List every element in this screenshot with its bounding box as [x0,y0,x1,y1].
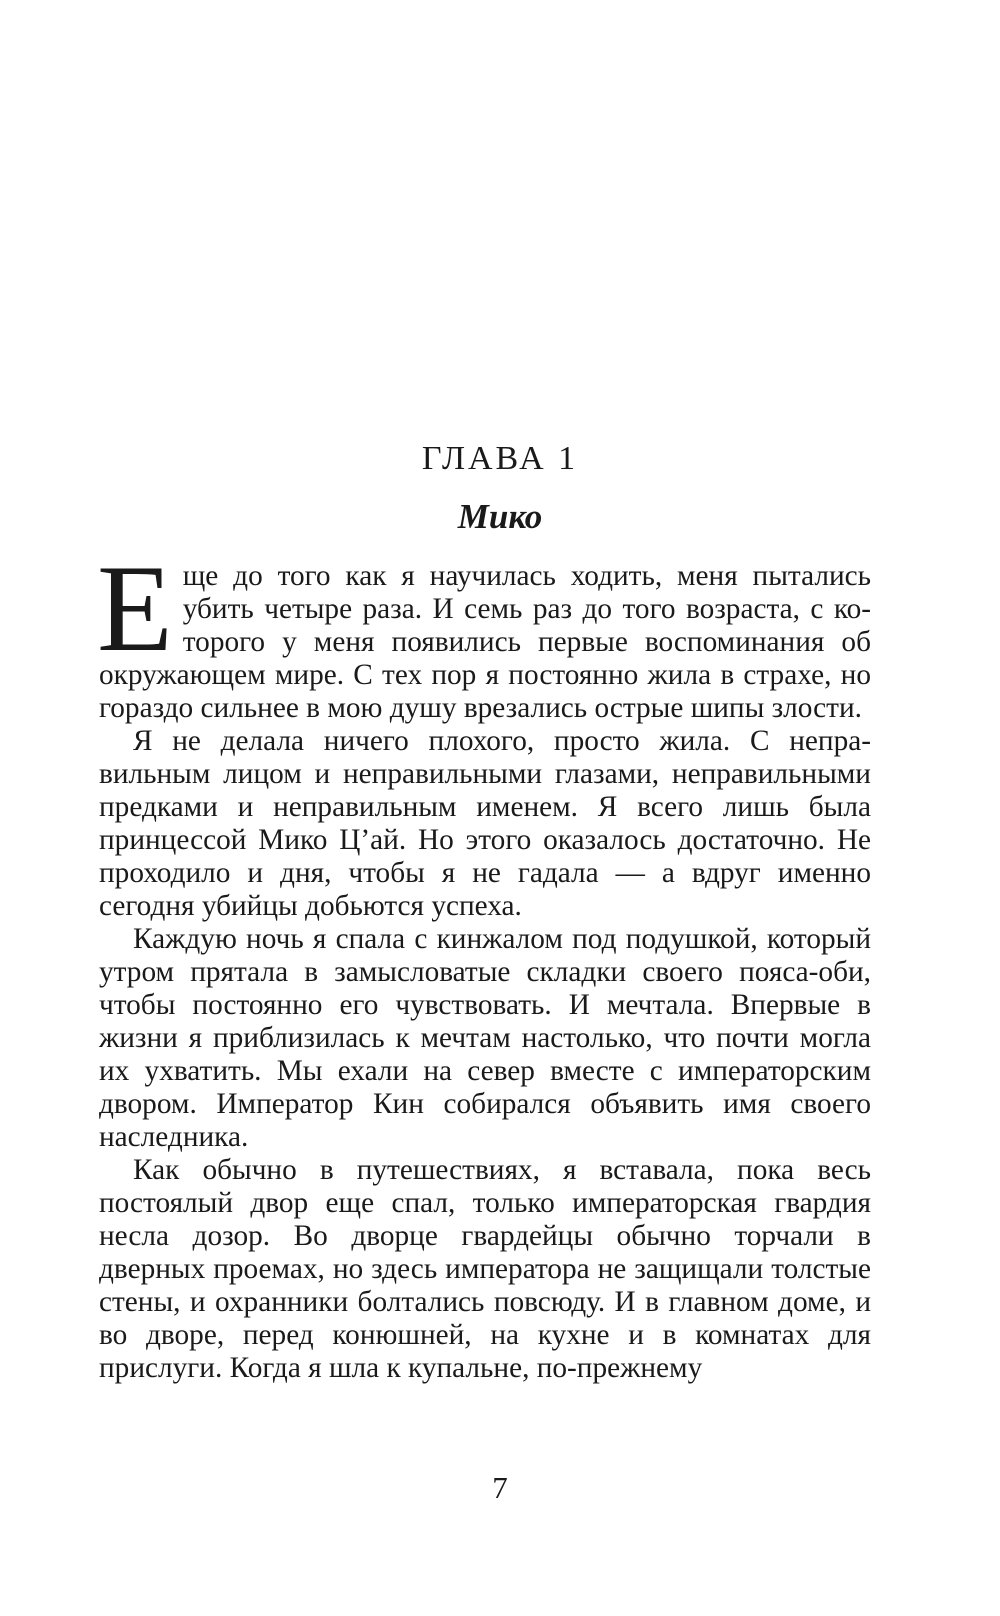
paragraph [97,540,871,725]
paragraph: Как обычно в путешествиях, я вставала, пока весь постоялый двор еще спал, только императорская гвардия несла дозор. Во дворце гвардейцы обычно торчали в дверных проемах, но здесь императора не защищали толстые стены, и охранники болтались повсюду. И в главном доме, и во дворе, перед конюшней, на кухне и в комнатах для прислуги. Когда я шла к купальне, по-прежнему [99,1154,871,1384]
chapter-body [97,540,871,1385]
chapter-subtitle: Мико [457,497,543,536]
chapter-heading: ГЛАВА 1 [421,440,579,477]
drop-cap: Е [97,540,173,677]
paragraph: Каждую ночь я спала с кинжалом под подушкой, который утром прятала в замысловатые складки своего пояса-оби, чтобы постоянно его чувствовать. И мечтала. Впервые в жизни я приблизилась к мечтам настолько, что почти могла их ухватить. Мы ехали на север вместе с императорским двором. Император Кин собирался объявить имя своего наследника. [99,923,871,1153]
paragraph: Я не делала ничего плохого, просто жила. С неправильным лицом и неправильными глазами, неправильными предками и неправильным именем. Я всего лишь была принцессой Мико Ц’ай. Но этого оказалось достаточно. Не проходило и дня, чтобы я не гадала — а вдруг именно сегодня убийцы добьются успеха. [99,725,871,922]
paragraph-text: ще до того как я научилась ходить, меня пытались убить четыре раза. И семь раз до того возраста, с которого у меня появились первые воспоминания об окружающем мире. С тех пор я постоянно жила в страхе, но гораздо сильнее в мою душу врезались острые шипы злости. [99,560,871,724]
page-number: 7 [492,1470,508,1505]
